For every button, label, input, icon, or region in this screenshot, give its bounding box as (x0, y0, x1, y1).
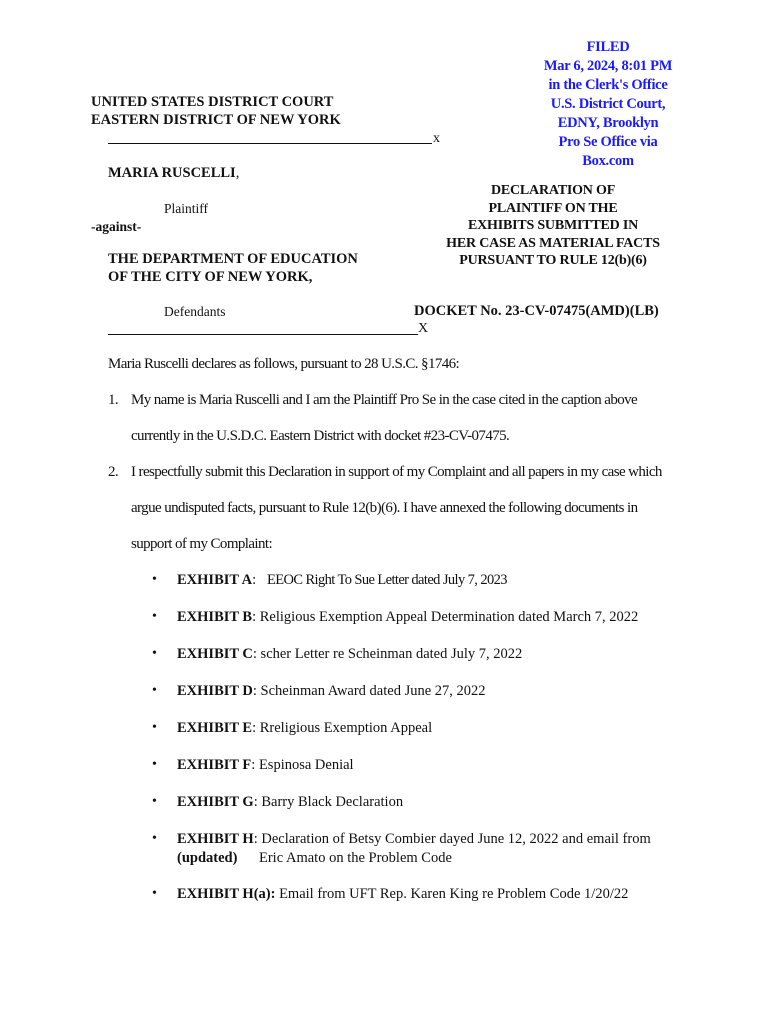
paragraph-line: argue undisputed facts, pursuant to Rule 12(b)(6). I have annexed the following documents in (131, 500, 638, 516)
declaration-title-line: EXHIBITS SUBMITTED IN (467, 218, 639, 233)
filing-stamp (528, 38, 688, 171)
bullet-icon: • (152, 794, 157, 809)
exhibit-description: Eric Amato on the Problem Code (259, 850, 452, 866)
bullet-icon: • (152, 831, 157, 846)
bullet-icon: • (152, 609, 157, 624)
exhibit-label-updated: (updated) (177, 850, 238, 866)
against-label: -against- (91, 219, 142, 234)
intro-statement: Maria Ruscelli declares as follows, pursuant to 28 U.S.C. §1746: (108, 356, 460, 372)
exhibit-label: EXHIBIT C (177, 646, 253, 662)
docket-number: DOCKET No. 23-CV-07475(AMD)(LB) (414, 303, 659, 319)
exhibit-label: EXHIBIT B (177, 609, 253, 625)
caption-top-rule-end: x (433, 131, 440, 146)
stamp-line: EDNY, Brooklyn (557, 115, 659, 131)
exhibit-label: EXHIBIT E (177, 720, 253, 736)
stamp-line: in the Clerk's Office (548, 77, 668, 93)
declaration-title-line: PLAINTIFF ON THE (488, 200, 618, 216)
bullet-icon: • (152, 757, 157, 772)
declaration-title-line: DECLARATION OF (490, 183, 616, 198)
stamp-line: Mar 6, 2024, 8:01 PM (543, 58, 673, 74)
bullet-icon: • (152, 886, 157, 901)
declaration-title-line: PURSUANT TO RULE 12(b)(6) (459, 253, 647, 268)
exhibit-description: Scheinman Award dated June 27, 2022 (260, 683, 486, 699)
exhibit-label: EXHIBIT H(a): (177, 886, 276, 902)
paragraph-line: My name is Maria Ruscelli and I am the Plaintiff Pro Se in the case cited in the caption above (131, 392, 638, 408)
declaration-title-line: HER CASE AS MATERIAL FACTS (446, 235, 660, 251)
exhibit-label: EXHIBIT F (177, 757, 252, 773)
caption-top-rule (108, 143, 432, 144)
bullet-icon: • (152, 683, 157, 698)
bullet-icon: • (152, 572, 157, 587)
exhibit-description: Rreligious Exemption Appeal (259, 720, 433, 736)
bullet-icon: • (152, 720, 157, 735)
paragraph-line: I respectfully submit this Declaration in support of my Complaint and all papers in my case which (131, 464, 662, 480)
exhibit-description: Religious Exemption Appeal Determination dated March 7, 2022 (259, 609, 639, 625)
stamp-line: Box.com (582, 153, 634, 169)
paragraph-line: support of my Complaint: (131, 536, 273, 552)
exhibit-label: EXHIBIT G (177, 794, 254, 810)
exhibit-description: EEOC Right To Sue Letter dated July 7, 2023 (267, 572, 507, 588)
exhibit-description: Espinosa Denial (258, 757, 354, 773)
declaration-title (440, 182, 666, 270)
paragraph-number: 1. (108, 392, 119, 408)
paragraph-line: currently in the U.S.D.C. Eastern District with docket #23-CV-07475. (131, 428, 510, 444)
exhibit-description: Declaration of Betsy Combier dayed June 12, 2022 and email from (261, 831, 651, 847)
exhibit-label: EXHIBIT A (177, 572, 253, 588)
bullet-icon: • (152, 646, 157, 661)
paragraph-number: 2. (108, 464, 119, 480)
court-district: EASTERN DISTRICT OF NEW YORK (91, 112, 341, 128)
stamp-line: Pro Se Office via (558, 134, 658, 150)
defendant-name: THE DEPARTMENT OF EDUCATION OF THE CITY OF NEW YORK, (108, 251, 358, 285)
stamp-line: FILED (586, 39, 630, 55)
stamp-line: U.S. District Court, (550, 96, 666, 112)
plaintiff-role: Plaintiff (164, 201, 209, 216)
court-name: UNITED STATES DISTRICT COURT (91, 94, 334, 110)
exhibit-description: Email from UFT Rep. Karen King re Problem Code 1/20/22 (279, 886, 629, 902)
exhibit-label: EXHIBIT H (177, 831, 254, 847)
exhibit-description: Barry Black Declaration (261, 794, 404, 810)
caption-bottom-rule-end: X (418, 321, 429, 336)
court-heading (91, 93, 341, 129)
exhibit-label: EXHIBIT D (177, 683, 253, 699)
defendant-role: Defendants (164, 304, 226, 319)
caption-bottom-rule (108, 334, 418, 335)
plaintiff-name: MARIA RUSCELLI, (108, 165, 240, 181)
exhibit-description: scher Letter re Scheinman dated July 7, 2022 (260, 646, 523, 662)
